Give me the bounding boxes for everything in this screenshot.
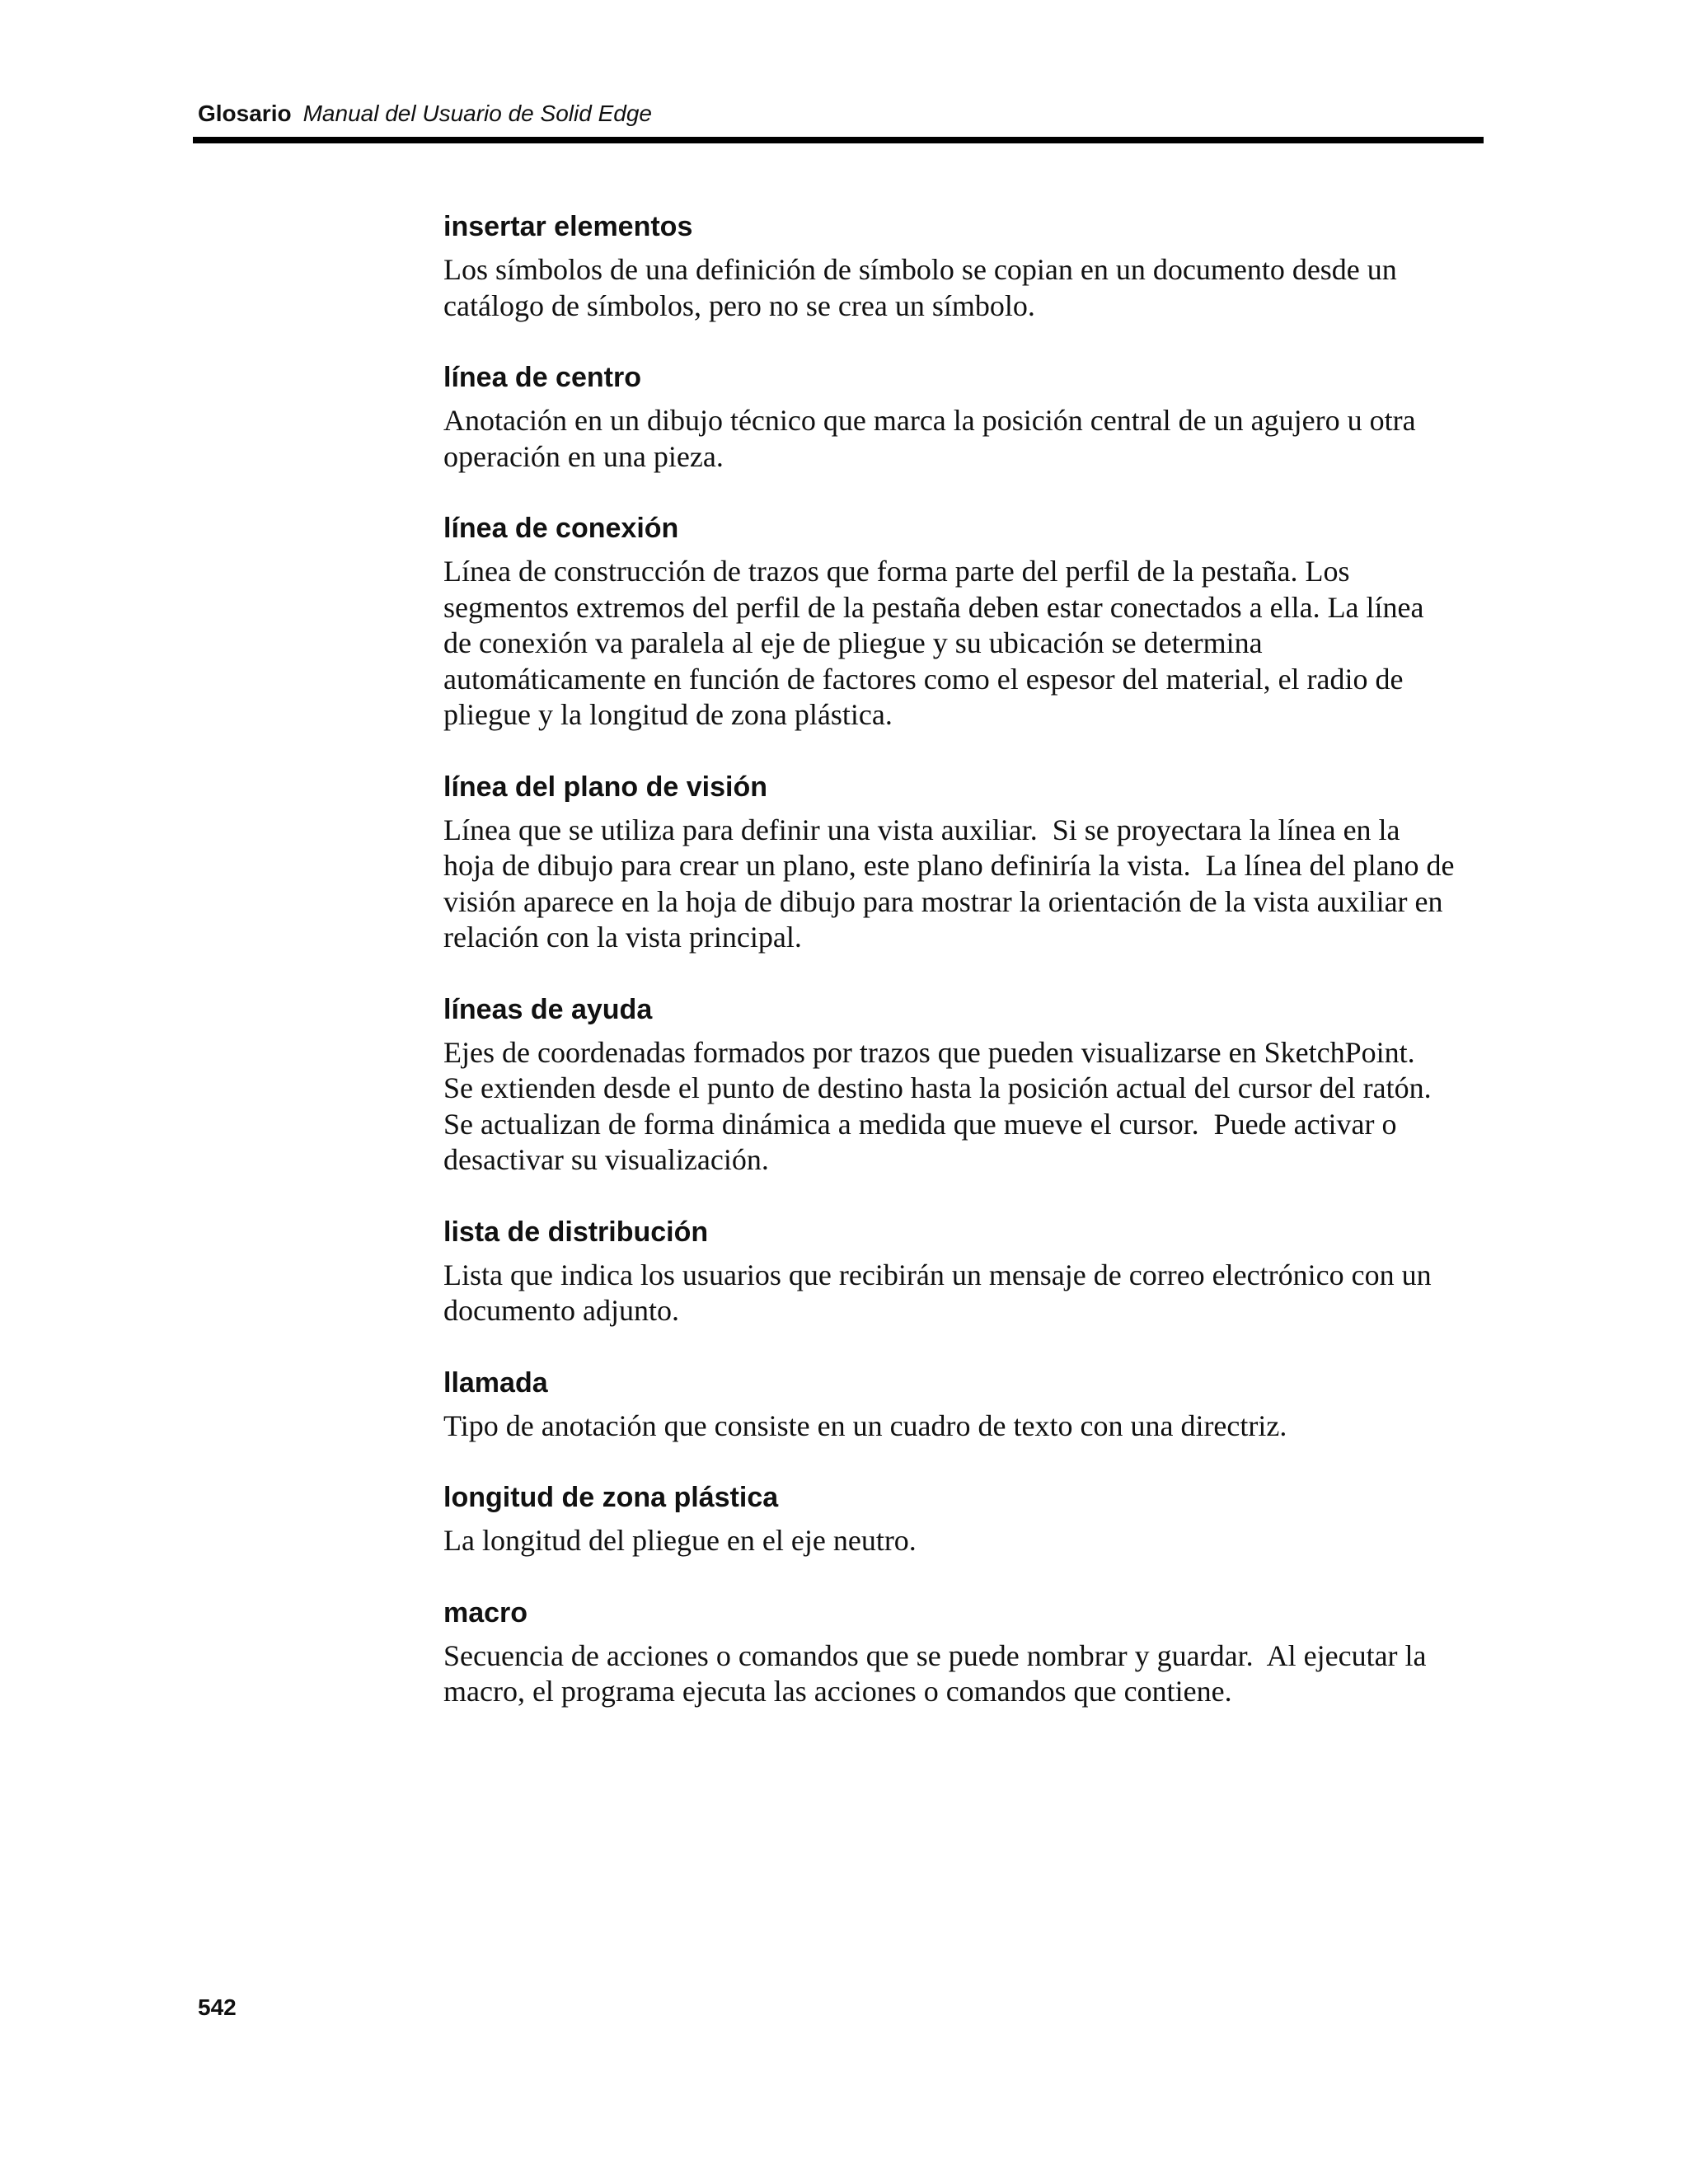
glossary-entry [443,768,1490,956]
glossary-definition [443,1035,1490,1179]
glossary-entry [443,208,1490,324]
glossary-definition [443,403,1490,475]
glossary-entry [443,509,1490,733]
definition-line: Línea que se utiliza para definir una vista auxiliar. Si se proyectara la línea en la [443,813,1400,846]
definition-line: automáticamente en función de factores como el espesor del material, el radio de [443,662,1404,696]
glossary-definition [443,1408,1490,1445]
definition-line: segmentos extremos del perfil de la pestaña deben estar conectados a ella. La línea [443,590,1424,624]
definition-line: Lista que indica los usuarios que recibirán un mensaje de correo electrónico con un [443,1258,1432,1291]
definition-line: visión aparece en la hoja de dibujo para mostrar la orientación de la vista auxiliar en [443,884,1443,918]
definition-line: catálogo de símbolos, pero no se crea un símbolo. [443,288,1035,322]
glossary-term: lista de distribución [443,1216,709,1248]
header-rule [193,137,1484,143]
glossary-term: llamada [443,1366,548,1399]
definition-line: macro, el programa ejecuta las acciones o comandos que contiene. [443,1675,1232,1708]
definition-line: documento adjunto. [443,1294,679,1327]
glossary-term: insertar elementos [443,211,693,242]
glossary-entry [443,359,1490,475]
definition-line: La longitud del pliegue en el eje neutro. [443,1524,917,1557]
running-header [198,97,1484,130]
glossary-entry [443,1479,1490,1559]
glossary-definition [443,554,1490,733]
page-number: 542 [198,1994,237,2020]
glossary-entry [443,1364,1490,1445]
definition-line: Los símbolos de una definición de símbolo se copian en un documento desde un [443,253,1397,286]
glossary-definition [443,252,1490,324]
glossary-definition [443,813,1490,956]
header-section-title: Glosario [198,101,292,126]
definition-line: Secuencia de acciones o comandos que se puede nombrar y guardar. Al ejecutar la [443,1638,1427,1672]
glossary-definition [443,1638,1490,1710]
definition-line: operación en una pieza. [443,439,724,473]
header-book-title: Manual del Usuario de Solid Edge [302,101,652,126]
glossary-term: línea de conexión [443,513,679,544]
glossary-term: líneas de ayuda [443,993,653,1025]
glossary-term: línea del plano de visión [443,771,767,803]
glossary-term: macro [443,1596,528,1629]
glossary-term: longitud de zona plástica [443,1482,779,1513]
definition-line: Ejes de coordenadas formados por trazos que pueden visualizarse en SketchPoint. [443,1035,1415,1069]
definition-line: Se actualizan de forma dinámica a medida que mueve el cursor. Puede activar o [443,1107,1397,1141]
definition-line: Se extienden desde el punto de destino hasta la posición actual del cursor del ratón. [443,1071,1432,1104]
glossary-entry [443,1594,1490,1710]
glossary-definition [443,1523,1490,1559]
glossary-entry [443,991,1490,1179]
glossary-definition [443,1258,1490,1329]
definition-line: pliegue y la longitud de zona plástica. [443,698,893,731]
glossary-entry [443,1213,1490,1329]
definition-line: Línea de construcción de trazos que forma parte del perfil de la pestaña. Los [443,555,1350,588]
definition-line: desactivar su visualización. [443,1143,769,1176]
definition-line: Anotación en un dibujo técnico que marca la posición central de un agujero u otra [443,404,1416,437]
definition-line: relación con la vista principal. [443,921,802,954]
glossary-list [443,208,1490,1745]
definition-line: Tipo de anotación que consiste en un cuadro de texto con una directriz. [443,1408,1287,1442]
glossary-term: línea de centro [443,362,641,393]
definition-line: hoja de dibujo para crear un plano, este plano definiría la vista. La línea del plano de [443,849,1455,882]
definition-line: de conexión va paralela al eje de pliegue y su ubicación se determina [443,626,1263,659]
